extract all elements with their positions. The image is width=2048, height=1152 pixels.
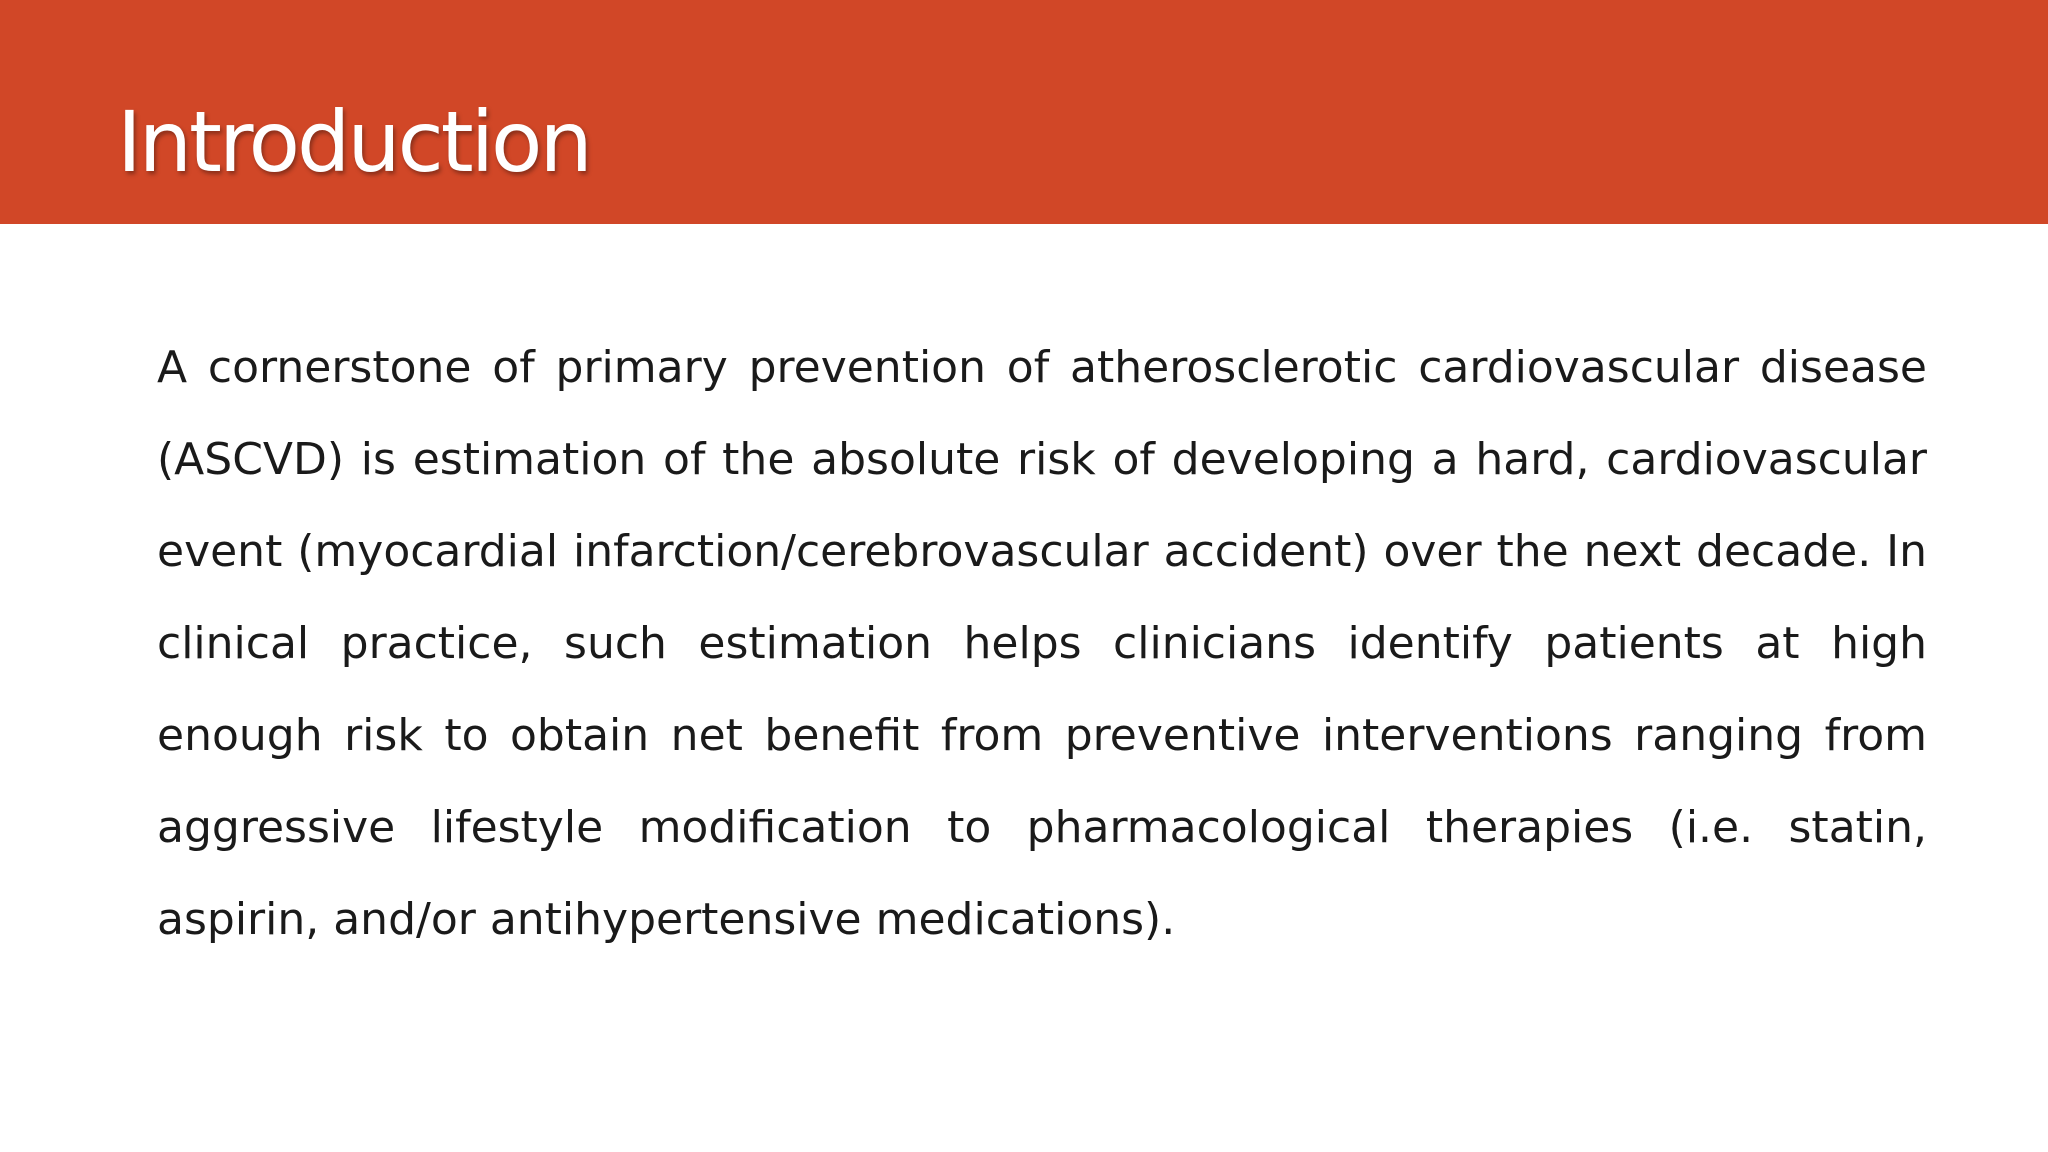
title-bar [0, 0, 2048, 224]
slide-title: Introduction [117, 93, 590, 191]
slide-body-paragraph: A cornerstone of primary prevention of atherosclerotic cardiovascular disease (ASCVD) is estimation of the absolute risk of developing a hard, cardiovascular event (myocardial infarction/cerebrovascular accident) over the next decade. In clinical practice, such estimation helps clinicians identify patients at high enough risk to obtain net benefit from preventive interventions ranging from aggressive lifestyle modification to pharmacological therapies (i.e. statin, aspirin, and/or antihypertensive medications). [157, 342, 1927, 945]
